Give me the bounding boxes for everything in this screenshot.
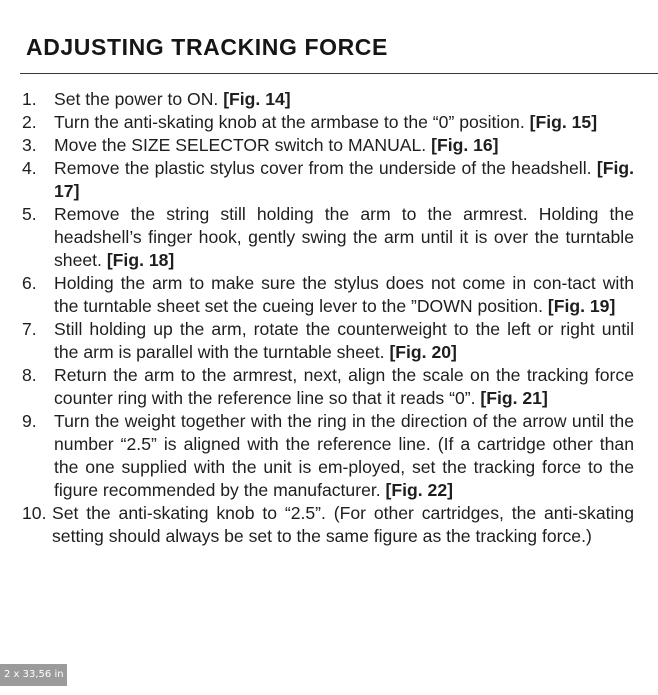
step-item xyxy=(22,134,634,157)
step-text: Turn the weight together with the ring in the direction of the arrow until the number “2.5” is aligned with the reference line. (If a cartridge other than the one supplied with the unit is em-ployed, set the tracking force to the figure recommended by the manufacturer. xyxy=(54,411,634,500)
step-number: 6. xyxy=(22,273,37,293)
figure-reference: [Fig. 14] xyxy=(223,89,291,109)
figure-reference: [Fig. 19] xyxy=(547,296,616,316)
figure-reference: [Fig. 15] xyxy=(529,112,598,132)
step-number: 4. xyxy=(22,158,37,178)
step-text: Set the anti-skating knob to “2.5”. (For other cartridges, the anti-skating setting should always be set to the same figure as the tracking force.) xyxy=(52,503,634,546)
figure-reference: [Fig. 17] xyxy=(54,158,634,201)
step-item xyxy=(22,410,634,502)
figure-reference: [Fig. 22] xyxy=(385,480,453,500)
step-text: Remove the string still holding the arm to the armrest. Holding the headshell’s finger hook, gently swing the arm until it is over the turntable sheet. xyxy=(54,204,634,270)
step-item xyxy=(22,203,634,272)
step-text: Remove the plastic stylus cover from the underside of the headshell. xyxy=(54,158,597,178)
step-number: 1. xyxy=(22,89,37,109)
step-item xyxy=(22,272,634,318)
figure-reference: [Fig. 20] xyxy=(389,342,457,362)
steps-list xyxy=(22,88,634,548)
step-item xyxy=(22,157,634,203)
figure-reference: [Fig. 16] xyxy=(431,135,499,155)
step-item xyxy=(22,111,634,134)
step-item xyxy=(22,88,634,111)
step-number: 3. xyxy=(22,135,37,155)
step-number: 5. xyxy=(22,204,37,224)
step-text: Return the arm to the armrest, next, align the scale on the tracking force counter ring with the reference line so that it reads “0”. xyxy=(54,365,634,408)
step-number: 10. xyxy=(22,503,47,523)
section-heading: ADJUSTING TRACKING FORCE xyxy=(26,34,388,60)
step-number: 9. xyxy=(22,411,37,431)
step-number: 2. xyxy=(22,112,37,132)
step-text: Move the SIZE SELECTOR switch to MANUAL. xyxy=(54,135,432,155)
heading-rule xyxy=(20,73,658,74)
figure-reference: [Fig. 21] xyxy=(480,388,548,408)
step-item xyxy=(22,318,634,364)
step-number: 8. xyxy=(22,365,37,385)
step-text: Holding the arm to make sure the stylus does not come in con-tact with the turntable sheet set the cueing lever to the ”DOWN position. xyxy=(54,273,634,316)
step-text: Turn the anti-skating knob at the armbase to the “0” position. xyxy=(54,112,530,132)
image-size-badge: 2 x 33,56 in xyxy=(0,664,67,686)
step-item xyxy=(22,364,634,410)
step-text: Still holding up the arm, rotate the counterweight to the left or right until the arm is parallel with the turntable sheet. xyxy=(54,319,634,362)
step-item xyxy=(22,502,634,548)
step-number: 7. xyxy=(22,319,37,339)
figure-reference: [Fig. 18] xyxy=(106,250,175,270)
step-text: Set the power to ON. xyxy=(54,89,224,109)
